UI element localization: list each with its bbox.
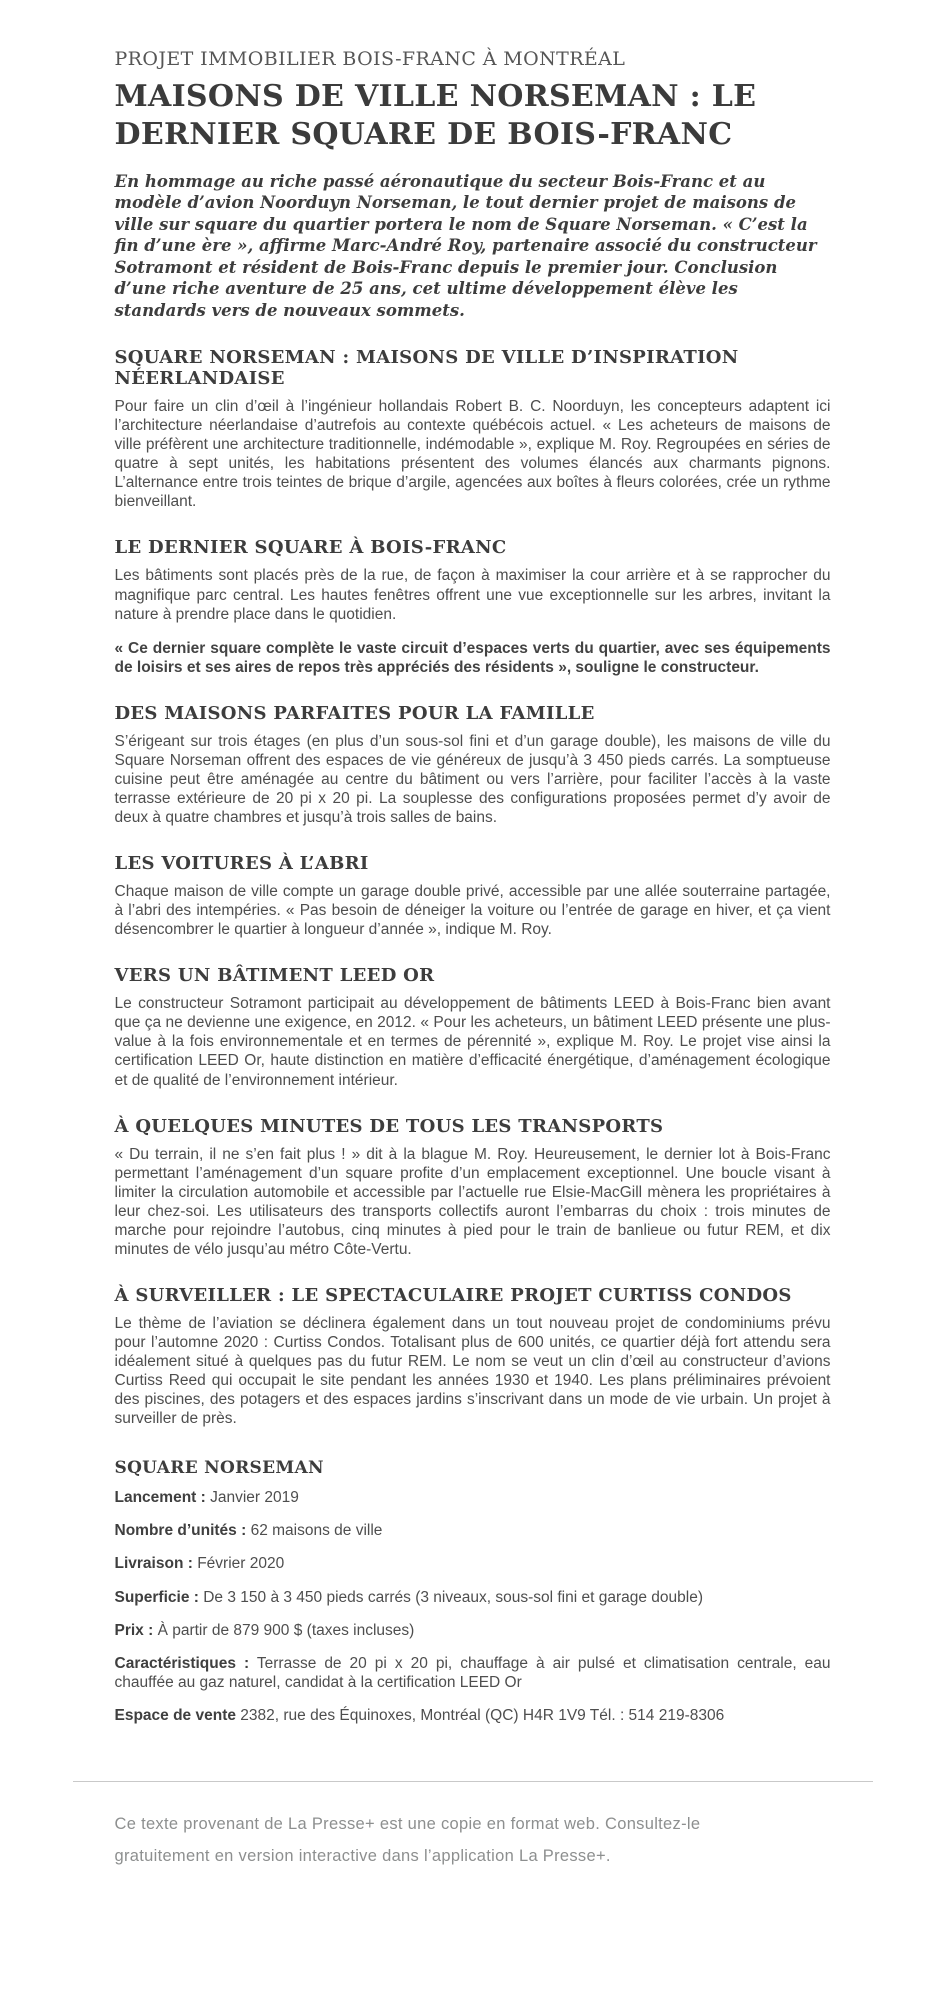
section-heading-transports: À QUELQUES MINUTES DE TOUS LES TRANSPORTS [114, 1115, 664, 1137]
paragraph: « Du terrain, il ne s’en fait plus ! » dit à la blague M. Roy. Heureusement, le dernier lot à Bois-Franc permettant l’aménagement d’un square profite d’un emplacement exceptionnel. Une boucle visant à limiter la circulation automobile et accessible par l’actuelle rue Elsie-MacGill mènera les propriétaires à leur chez-soi. Les utilisateurs des transports collectifs auront l’embarras du choix : trois minutes de marche pour rejoindre l’autobus, cinq minutes à pied pour le train de banlieue ou futur REM, et dix minutes de vélo jusqu’au métro Côte-Vertu. [114, 1145, 831, 1258]
info-entry-espace-vente [115, 1706, 831, 1725]
lede-paragraph: En hommage au riche passé aéronautique du secteur Bois-Franc et au modèle d’avion Noorduyn Norseman, le tout dernier projet de maisons de ville sur square du quartier portera le nom de Square Norseman. « C’est la fin d’une ère », affirme Marc-André Roy, partenaire associé du constructeur Sotramont et résident de Bois-Franc depuis le premier jour. Conclusion d’une riche aventure de 25 ans, cet ultime développement élève les standards vers de nouveaux sommets. [114, 172, 817, 320]
info-block-heading: SQUARE NORSEMAN [114, 1458, 324, 1479]
quote-paragraph: « Ce dernier square complète le vaste circuit d’espaces verts du quartier, avec ses équipements de loisirs et ses aires de repos très appréciés des résidents », souligne le constructeur. [114, 639, 831, 676]
info-value: 2382, rue des Équinoxes, Montréal (QC) H4R 1V9 Tél. : 514 219-8306 [240, 1706, 725, 1724]
page-title: MAISONS DE VILLE NORSEMAN : LE DERNIER SQUARE DE BOIS-FRANC [114, 79, 757, 152]
info-entry-superficie [115, 1588, 831, 1607]
kicker: PROJET IMMOBILIER BOIS-FRANC À MONTRÉAL [114, 48, 626, 70]
info-entry-livraison [115, 1554, 831, 1573]
info-value: À partir de 879 900 $ (taxes incluses) [157, 1621, 415, 1639]
section-heading-leed: VERS UN BÂTIMENT LEED OR [114, 965, 435, 987]
info-entry-prix [115, 1621, 831, 1640]
section-heading-curtiss: À SURVEILLER : LE SPECTACULAIRE PROJET CURTISS CONDOS [114, 1284, 792, 1306]
footer-divider [73, 1781, 873, 1782]
section-heading-voitures: LES VOITURES À L’ABRI [114, 853, 369, 875]
info-label: Nombre d’unités : [114, 1522, 247, 1540]
paragraph: Le thème de l’aviation se déclinera également dans un tout nouveau projet de condominiums prévu pour l’automne 2020 : Curtiss Condos. Totalisant plus de 600 unités, ce quartier déjà fort attendu sera idéalement situé à quelques pas du futur REM. Le nom se veut un clin d’œil au constructeur d’avions Curtiss Reed qui occupait le site pendant les années 1930 et 1940. Les plans préliminaires prévoient des piscines, des potagers et des espaces jardins s’inscrivant dans un mode de vie urbain. Un projet à surveiller de près. [114, 1314, 831, 1428]
paragraph: Pour faire un clin d’œil à l’ingénieur hollandais Robert B. C. Noorduyn, les concepteurs adaptent ici l’architecture néerlandaise d’autrefois au contexte québécois actuel. « Les acheteurs de maisons de ville préfèrent une architecture traditionnelle, indémodable », explique M. Roy. Regroupées en séries de quatre à sept unités, les habitations présentent des volumes élancés aux charmants pignons. L’alternance entre trois teintes de brique d’argile, agencées aux boîtes à fleurs colorées, crée un rythme bienveillant. [114, 398, 831, 511]
info-value: 62 maisons de ville [250, 1522, 383, 1540]
paragraph: Chaque maison de ville compte un garage double privé, accessible par une allée souterraine partagée, à l’abri des intempéries. « Pas besoin de déneiger la voiture ou l’entrée de garage en hiver, et ça vient désencombrer le quartier à longueur d’année », indique M. Roy. [114, 883, 831, 939]
info-value: Février 2020 [197, 1555, 285, 1573]
info-entry-caracteristiques [115, 1654, 831, 1692]
article [115, 48, 831, 1992]
info-label: Espace de vente [114, 1706, 236, 1724]
info-value: De 3 150 à 3 450 pieds carrés (3 niveaux, sous-sol fini et garage double) [203, 1588, 703, 1606]
info-label: Lancement : [114, 1489, 206, 1507]
paragraph: S’érigeant sur trois étages (en plus d’un sous-sol fini et d’un garage double), les maisons de ville du Square Norseman offrent des espaces de vie généreux de jusqu’à 3 450 pieds carrés. La somptueuse cuisine peut être aménagée au centre du bâtiment ou vers l’arrière, pour faciliter l’accès à la vaste terrasse extérieure de 20 pi x 20 pi. La souplesse des configurations proposées permet d’y avoir de deux à quatre chambres et jusqu’à trois salles de bains. [114, 732, 831, 826]
info-value: Terrasse de 20 pi x 20 pi, chauffage à air pulsé et climatisation centrale, eau chauffée au gaz naturel, candidat à la certification LEED Or [114, 1654, 831, 1691]
paragraph: Les bâtiments sont placés près de la rue, de façon à maximiser la cour arrière et à se rapprocher du magnifique parc central. Les hautes fenêtres offrent une vue exceptionnelle sur les arbres, invitant la nature à prendre place dans le quotidien. [114, 567, 831, 623]
info-value: Janvier 2019 [210, 1489, 299, 1507]
section-heading-famille: DES MAISONS PARFAITES POUR LA FAMILLE [114, 702, 595, 724]
info-label: Prix : [114, 1621, 154, 1639]
info-entry-lancement [115, 1488, 831, 1507]
footer-note: Ce texte provenant de La Presse+ est une copie en format web. Consultez-le gratuitement en version interactive dans l’application La Presse+. [114, 1814, 701, 1865]
info-label: Superficie : [114, 1588, 199, 1606]
section-heading-dernier-square: LE DERNIER SQUARE À BOIS-FRANC [114, 537, 507, 559]
section-heading-inspiration: SQUARE NORSEMAN : MAISONS DE VILLE D’INSPIRATION NÉERLANDAISE [114, 347, 739, 390]
info-label: Caractéristiques : [114, 1654, 250, 1672]
paragraph: Le constructeur Sotramont participait au développement de bâtiments LEED à Bois-Franc bien avant que ça ne devienne une exigence, en 2012. « Pour les acheteurs, un bâtiment LEED présente une plus-value à la fois environnementale et en termes de pérennité », explique M. Roy. Le projet vise ainsi la certification LEED Or, haute distinction en matière d’efficacité énergétique, d’aménagement écologique et de qualité de l’environnement intérieur. [114, 995, 831, 1089]
info-label: Livraison : [114, 1555, 193, 1573]
info-entry-unites [115, 1521, 831, 1540]
